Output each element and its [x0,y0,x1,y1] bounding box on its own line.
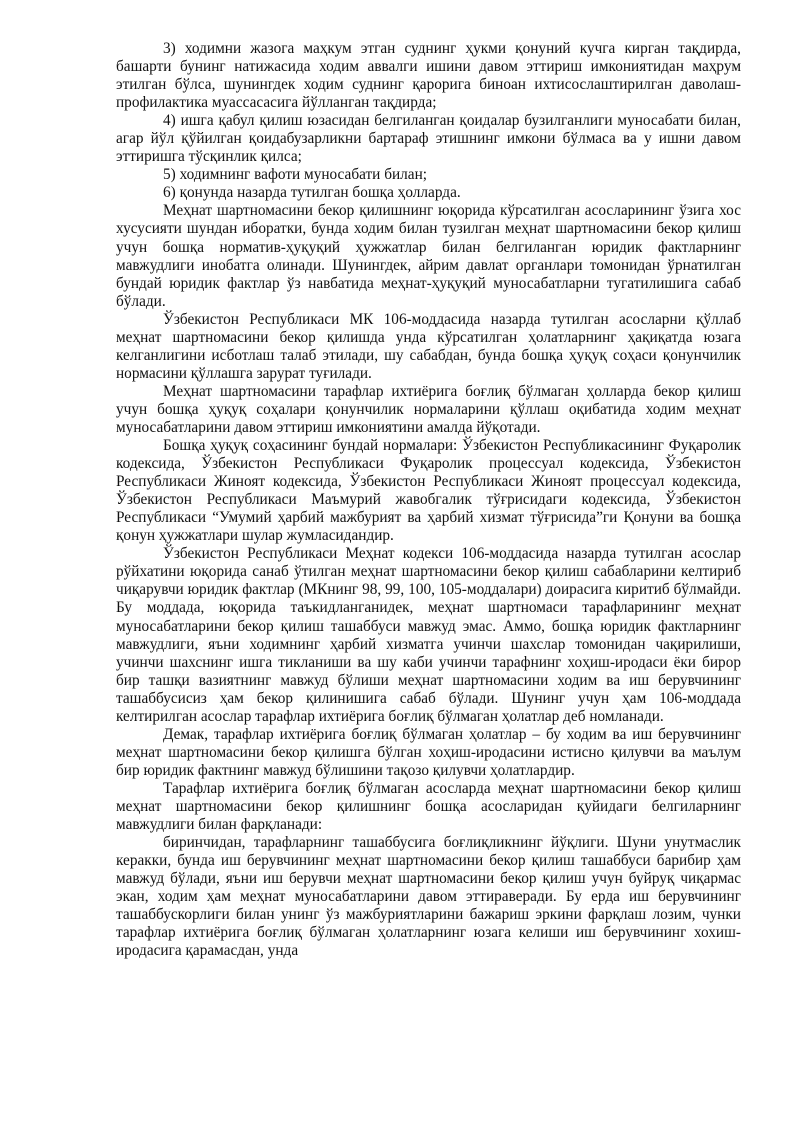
paragraph: Ўзбекистон Республикаси Меҳнат кодекси 106-моддасида назарда тутилган асослар рўйхатини юқорида санаб ўтилган меҳнат шартномасини бекор қилиш сабабларини келтириб чиқарувчи юридик фактлар (МКнинг 98, 99, 100, 105-моддалари) доирасига киритиб бўлмайди. Бу моддада, юқорида таъкидланганидек, меҳнат шартномаси тарафларининг меҳнат муносабатларини бекор қилиш ташаббуси мавжуд эмас. Аммо, бошқа юридик фактларнинг мавжудлиги, яъни ходимнинг ҳарбий хизматга учинчи шахслар томонидан чақирилиши, учинчи шахснинг ишга тикланиши ва шу каби учинчи тарафнинг хоҳиш-иродаси ёки бирор бир ташқи вазиятнинг мавжуд бўлиши меҳнат шартномасини ходим ва иш берувчининг ташаббусисиз ҳам бекор қилинишига сабаб бўлади. Шунинг учун ҳам 106-моддада келтирилган асослар тарафлар ихтиёрига боғлиқ бўлмаган ҳолатлар деб номланади. [116,545,741,725]
paragraph: Демак, тарафлар ихтиёрига боғлиқ бўлмаган ҳолатлар – бу ходим ва иш берувчининг меҳнат шартномасини бекор қилишга бўлган хоҳиш-иродасини истисно қилувчи ва маълум бир юридик фактнинг мавжуд бўлишини тақозо қилувчи ҳолатлардир. [116,725,741,779]
paragraph: 4) ишга қабул қилиш юзасидан белгиланган қоидалар бузилганлиги муносабати билан, агар йўл қўйилган қоидабузарликни бартараф этишнинг имкони бўлмаса ва у ишни давом эттиришга тўсқинлик қилса; [116,112,741,166]
paragraph: биринчидан, тарафларнинг ташаббусига боғлиқликнинг йўқлиги. Шуни унутмаслик керакки, бунда иш берувчининг меҳнат шартномасини бекор қилиш ташаббуси барибир ҳам мавжуд бўлади, яъни иш берувчи меҳнат шартномасини бекор қилиш учун буйруқ чиқармас экан, ходим ҳам меҳнат муносабатларини давом эттираверади. Бу ерда иш берувчининг ташаббускорлиги билан унинг ўз мажбуриятларини бажариш эркини фарқлаш лозим, чунки тарафлар ихтиёрига боғлиқ бўлмаган ҳолатларнинг юзага келиши иш берувчининг хохиш-иродасига қарамасдан, унда [116,834,741,960]
paragraph: Меҳнат шартномасини тарафлар ихтиёрига боғлиқ бўлмаган ҳолларда бекор қилиш учун бошқа ҳуқуқ соҳалари қонунчилик нормаларини қўллаш оқибатида ходим меҳнат муносабатларини давом эттириш имкониятини амалда йўқотади. [116,382,741,436]
paragraph: Ўзбекистон Республикаси МК 106-моддасида назарда тутилган асосларни қўллаб меҳнат шартномасини бекор қилишда унда кўрсатилган ҳолатларнинг ҳақиқатда юзага келганлигини исботлаш талаб этилади, шу сабабдан, бунда бошқа ҳуқуқ соҳаси қонунчилик нормасини қўллашга зарурат туғилади. [116,310,741,382]
paragraph: 6) қонунда назарда тутилган бошқа ҳолларда. [163,184,461,202]
paragraph: Бошқа ҳуқуқ соҳасининг бундай нормалари: Ўзбекистон Республикасининг Фуқаролик кодексида, Ўзбекистон Республикаси Фуқаролик процессуал кодексида, Ўзбекистон Республикаси Жиноят кодексида, Ўзбекистон Республикаси Жиноят процессуал кодексида, Ўзбекистон Республикаси Маъмурий жавобгалик тўғрисидаги кодексида, Ўзбекистон Республикаси “Умумий ҳарбий мажбурият ва ҳарбий хизмат тўғрисида”ги Қонуни ва бошқа қонун ҳужжатлари шулар жумласидандир. [116,437,741,545]
document-body [116,40,741,960]
paragraph: Тарафлар ихтиёрига боғлиқ бўлмаган асосларда меҳнат шартномасини бекор қилиш меҳнат шартномасини бекор қилишнинг бошқа асосларидан қуйидаги белгиларнинг мавжудлиги билан фарқланади: [116,779,741,834]
paragraph: 3) ходимни жазога маҳкум этган суднинг ҳукми қонуний кучга кирган тақдирда, башарти бунинг натижасида ходим аввалги ишини давом эттириш имкониятидан маҳрум этилган бўлса, шунингдек ходим суднинг қарорига биноан ихтисослаштирилган даволаш-профилактика муассасасига йўлланган тақдирда; [116,40,741,112]
paragraph: 5) ходимнинг вафоти муносабати билан; [163,166,428,184]
paragraph: Меҳнат шартномасини бекор қилишнинг юқорида кўрсатилган асосларининг ўзига хос хусусияти шундан иборатки, бунда ходим билан тузилган меҳнат шартномасини бекор қилиш учун бошқа норматив-ҳуқуқий ҳужжатлар билан белгиланган юридик фактларнинг мавжудлиги инобатга олинади. Шунингдек, айрим давлат органлари томонидан ўрнатилган бундай юридик фактлар ўз навбатида меҳнат-ҳуқуқий муносабатларни тугатилишига сабаб бўлади. [116,202,741,310]
